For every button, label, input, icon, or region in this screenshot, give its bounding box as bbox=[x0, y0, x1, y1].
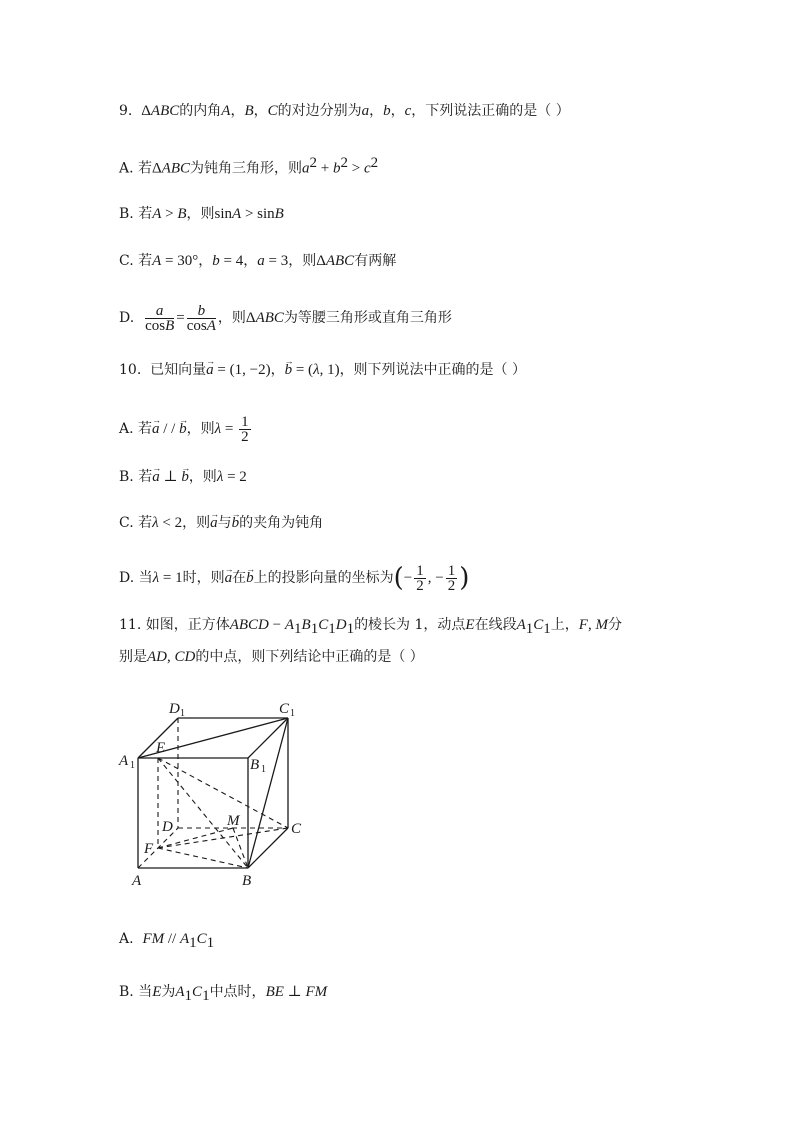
q9-stem: 9. ΔABC的内角A，B，C的对边分别为a，b，c，下列说法正确的是（ ） bbox=[119, 103, 570, 119]
q11-stem-line1: 11. 如图，正方体ABCD − $A_1B_1C_1D_1$的棱长为 1，动点E在线段$A_1C_1$上，F, M分 bbox=[119, 617, 622, 637]
label-a: A bbox=[132, 873, 142, 889]
q10-option-b[interactable]: B. 若→ a ⊥ → b，则λ = 2 bbox=[119, 467, 247, 487]
cube-figure bbox=[115, 695, 315, 895]
q10-option-a[interactable]: A. 若→ a / / → b，则λ = $\frac{1}{2}$ bbox=[119, 414, 253, 444]
label-c: C bbox=[291, 821, 302, 837]
q9-option-a[interactable]: A. 若ΔABC为钝角三角形，则$a^2 + b^2 > c^2$ bbox=[119, 155, 379, 177]
label-m: M bbox=[227, 813, 240, 829]
q10-option-d[interactable]: D. 当λ = 1时，则→ a在→ b上的投影向量的坐标为(− $\frac{1}{2}$ , − $\frac{1}{2}$ ) bbox=[119, 561, 469, 595]
q11-stem-line2: 别是AD, CD的中点，则下列结论中正确的是（ ） bbox=[119, 649, 424, 665]
q9-option-d[interactable]: D. $\frac{a}{\cos B}$ = $\frac{b}{\cos A}$ ，则ΔABC为等腰三角形或直角三角形 bbox=[119, 302, 452, 334]
label-b: B bbox=[242, 873, 252, 889]
svg-text:1: 1 bbox=[261, 764, 266, 775]
label-d: D bbox=[162, 819, 173, 835]
svg-text:1: 1 bbox=[130, 760, 135, 771]
q10-option-c[interactable]: C. 若λ < 2，则→ a与→ b的夹角为钝角 bbox=[119, 513, 323, 533]
q9-option-c[interactable]: C. 若A = 30°，b = 4，a = 3，则ΔABC有两解 bbox=[119, 253, 397, 269]
svg-text:1: 1 bbox=[180, 708, 185, 719]
label-e: E bbox=[156, 740, 166, 756]
q9-number: 9. bbox=[119, 103, 133, 119]
q11-option-b[interactable]: B. 当E为$A_1C_1$中点时，BE ⊥ FM bbox=[119, 984, 328, 1004]
hidden-m-b bbox=[233, 828, 248, 868]
label-b1: B bbox=[250, 757, 260, 773]
q10-stem: 10. 已知向量→ a = (1, −2)，→ b = (λ, 1)，则下列说法中正确的是（ ） bbox=[119, 360, 526, 380]
label-f: F bbox=[144, 841, 154, 857]
edge-c1-b bbox=[248, 718, 288, 868]
q11-option-a[interactable]: A. FM // $A_1C_1$ bbox=[119, 931, 215, 951]
label-c1: C bbox=[279, 701, 290, 717]
q10-number: 10. bbox=[119, 362, 142, 378]
label-a1: A bbox=[119, 753, 129, 769]
label-d1: D bbox=[169, 701, 180, 717]
q11-number: 11. bbox=[119, 617, 142, 633]
q9-option-b[interactable]: B. 若A > B，则sinA > sinB bbox=[119, 206, 284, 222]
svg-text:1: 1 bbox=[290, 708, 295, 719]
